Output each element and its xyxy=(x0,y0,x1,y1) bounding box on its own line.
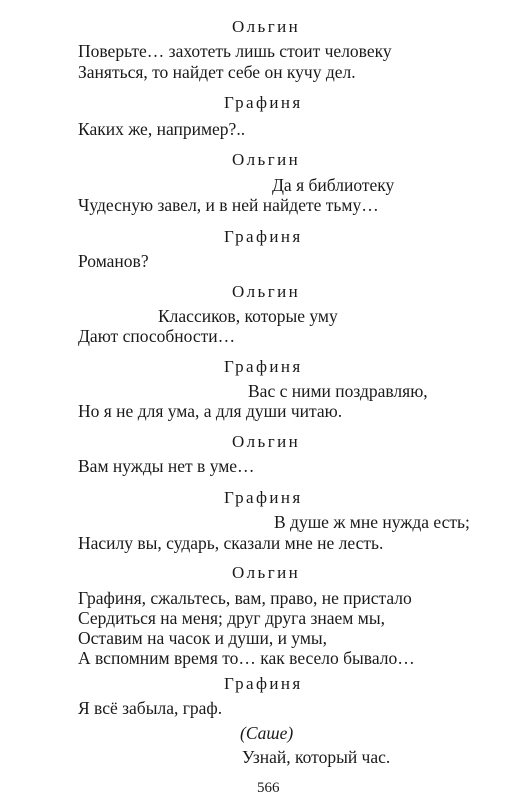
verse-line: Дают способности… xyxy=(78,326,236,346)
verse-line: Да я библиотеку xyxy=(272,175,395,195)
verse-line: Насилу вы, сударь, сказали мне не лесть. xyxy=(78,533,384,553)
speaker-name: Ольгин xyxy=(232,563,301,582)
verse-line: Вас с ними поздравляю, xyxy=(248,381,428,401)
verse-line: Вам нужды нет в уме… xyxy=(78,456,255,476)
speaker-name: Ольгин xyxy=(232,432,301,451)
verse-line: Узнай, который час. xyxy=(242,747,391,767)
verse-line: Поверьте… захотеть лишь стоит человеку xyxy=(78,41,392,61)
speaker-name: Ольгин xyxy=(232,17,301,36)
speaker-name: Ольгин xyxy=(232,282,301,301)
verse-line: Заняться, то найдет себе он кучу дел. xyxy=(78,62,356,82)
verse-line: Но я не для ума, а для души читаю. xyxy=(78,401,343,421)
speaker-name: Графиня xyxy=(224,357,303,376)
verse-line: Каких же, например?.. xyxy=(78,119,246,139)
verse-line: Классиков, которые уму xyxy=(158,306,338,326)
verse-line: Романов? xyxy=(78,251,149,271)
verse-line: Я всё забыла, граф. xyxy=(78,698,223,718)
verse-line: В душе ж мне нужда есть; xyxy=(274,512,470,532)
verse-line: Графиня, сжальтесь, вам, право, не пристало xyxy=(78,588,412,608)
speaker-name: Ольгин xyxy=(232,150,301,169)
speaker-name: Графиня xyxy=(224,93,303,112)
speaker-name: Графиня xyxy=(224,227,303,246)
stage-direction: (Саше) xyxy=(240,723,294,743)
speaker-name: Графиня xyxy=(224,488,303,507)
verse-line: Сердиться на меня; друг друга знаем мы, xyxy=(78,608,385,628)
speaker-name: Графиня xyxy=(224,674,303,693)
verse-line: Чудесную завел, и в ней найдете тьму… xyxy=(78,195,379,215)
verse-line: Оставим на часок и души, и умы, xyxy=(78,628,328,648)
page-number: 566 xyxy=(257,780,280,796)
verse-line: А вспомним время то… как весело бывало… xyxy=(78,648,415,668)
